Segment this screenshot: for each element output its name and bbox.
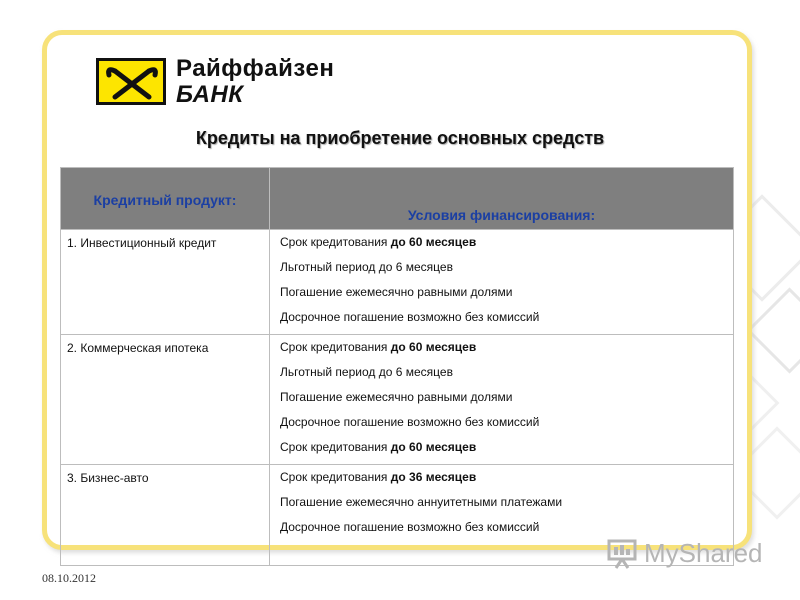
term-line: Досрочное погашение возможно без комиссий xyxy=(280,520,540,534)
table-row xyxy=(61,335,734,465)
logo-wordmark xyxy=(176,54,335,108)
term-line: Погашение ежемесячно равными долями xyxy=(280,390,513,404)
table-header-row xyxy=(61,168,734,230)
term-line: Срок кредитования до 60 месяцев xyxy=(280,235,477,249)
terms-cell xyxy=(270,335,734,465)
watermark xyxy=(606,538,763,569)
table-row xyxy=(61,230,734,335)
background-diamond xyxy=(746,287,800,373)
term-line: Погашение ежемесячно аннуитетными платежами xyxy=(280,495,563,509)
bank-logo xyxy=(96,54,335,108)
terms-cell xyxy=(270,230,734,335)
term-line: Льготный период до 6 месяцев xyxy=(280,260,453,274)
term-line: Досрочное погашение возможно без комиссий xyxy=(280,310,540,324)
credit-products-table xyxy=(60,167,734,566)
term-line: Погашение ежемесячно равными долями xyxy=(280,285,513,299)
watermark-text: MyShared xyxy=(644,538,763,568)
column-header-terms: Условия финансирования: xyxy=(270,168,734,230)
raiffeisen-emblem-icon xyxy=(96,58,166,105)
term-line: Срок кредитования до 60 месяцев xyxy=(280,340,477,354)
term-line: Досрочное погашение возможно без комиссий xyxy=(280,415,540,429)
presentation-board-icon xyxy=(606,539,638,569)
product-name: 3. Бизнес-авто xyxy=(61,465,270,566)
logo-line-2: БАНК xyxy=(176,80,244,108)
term-line: Льготный период до 6 месяцев xyxy=(280,365,453,379)
term-line: Срок кредитования до 60 месяцев xyxy=(280,440,477,454)
page-title: Кредиты на приобретение основных средств xyxy=(195,128,605,148)
term-line: Срок кредитования до 36 месяцев xyxy=(280,470,477,484)
slide-date: 08.10.2012 xyxy=(42,571,96,585)
column-header-product: Кредитный продукт: xyxy=(61,168,270,230)
product-name: 1. Инвестиционный кредит xyxy=(61,230,270,335)
product-name: 2. Коммерческая ипотека xyxy=(61,335,270,465)
logo-line-1: Райффайзен xyxy=(176,54,335,82)
